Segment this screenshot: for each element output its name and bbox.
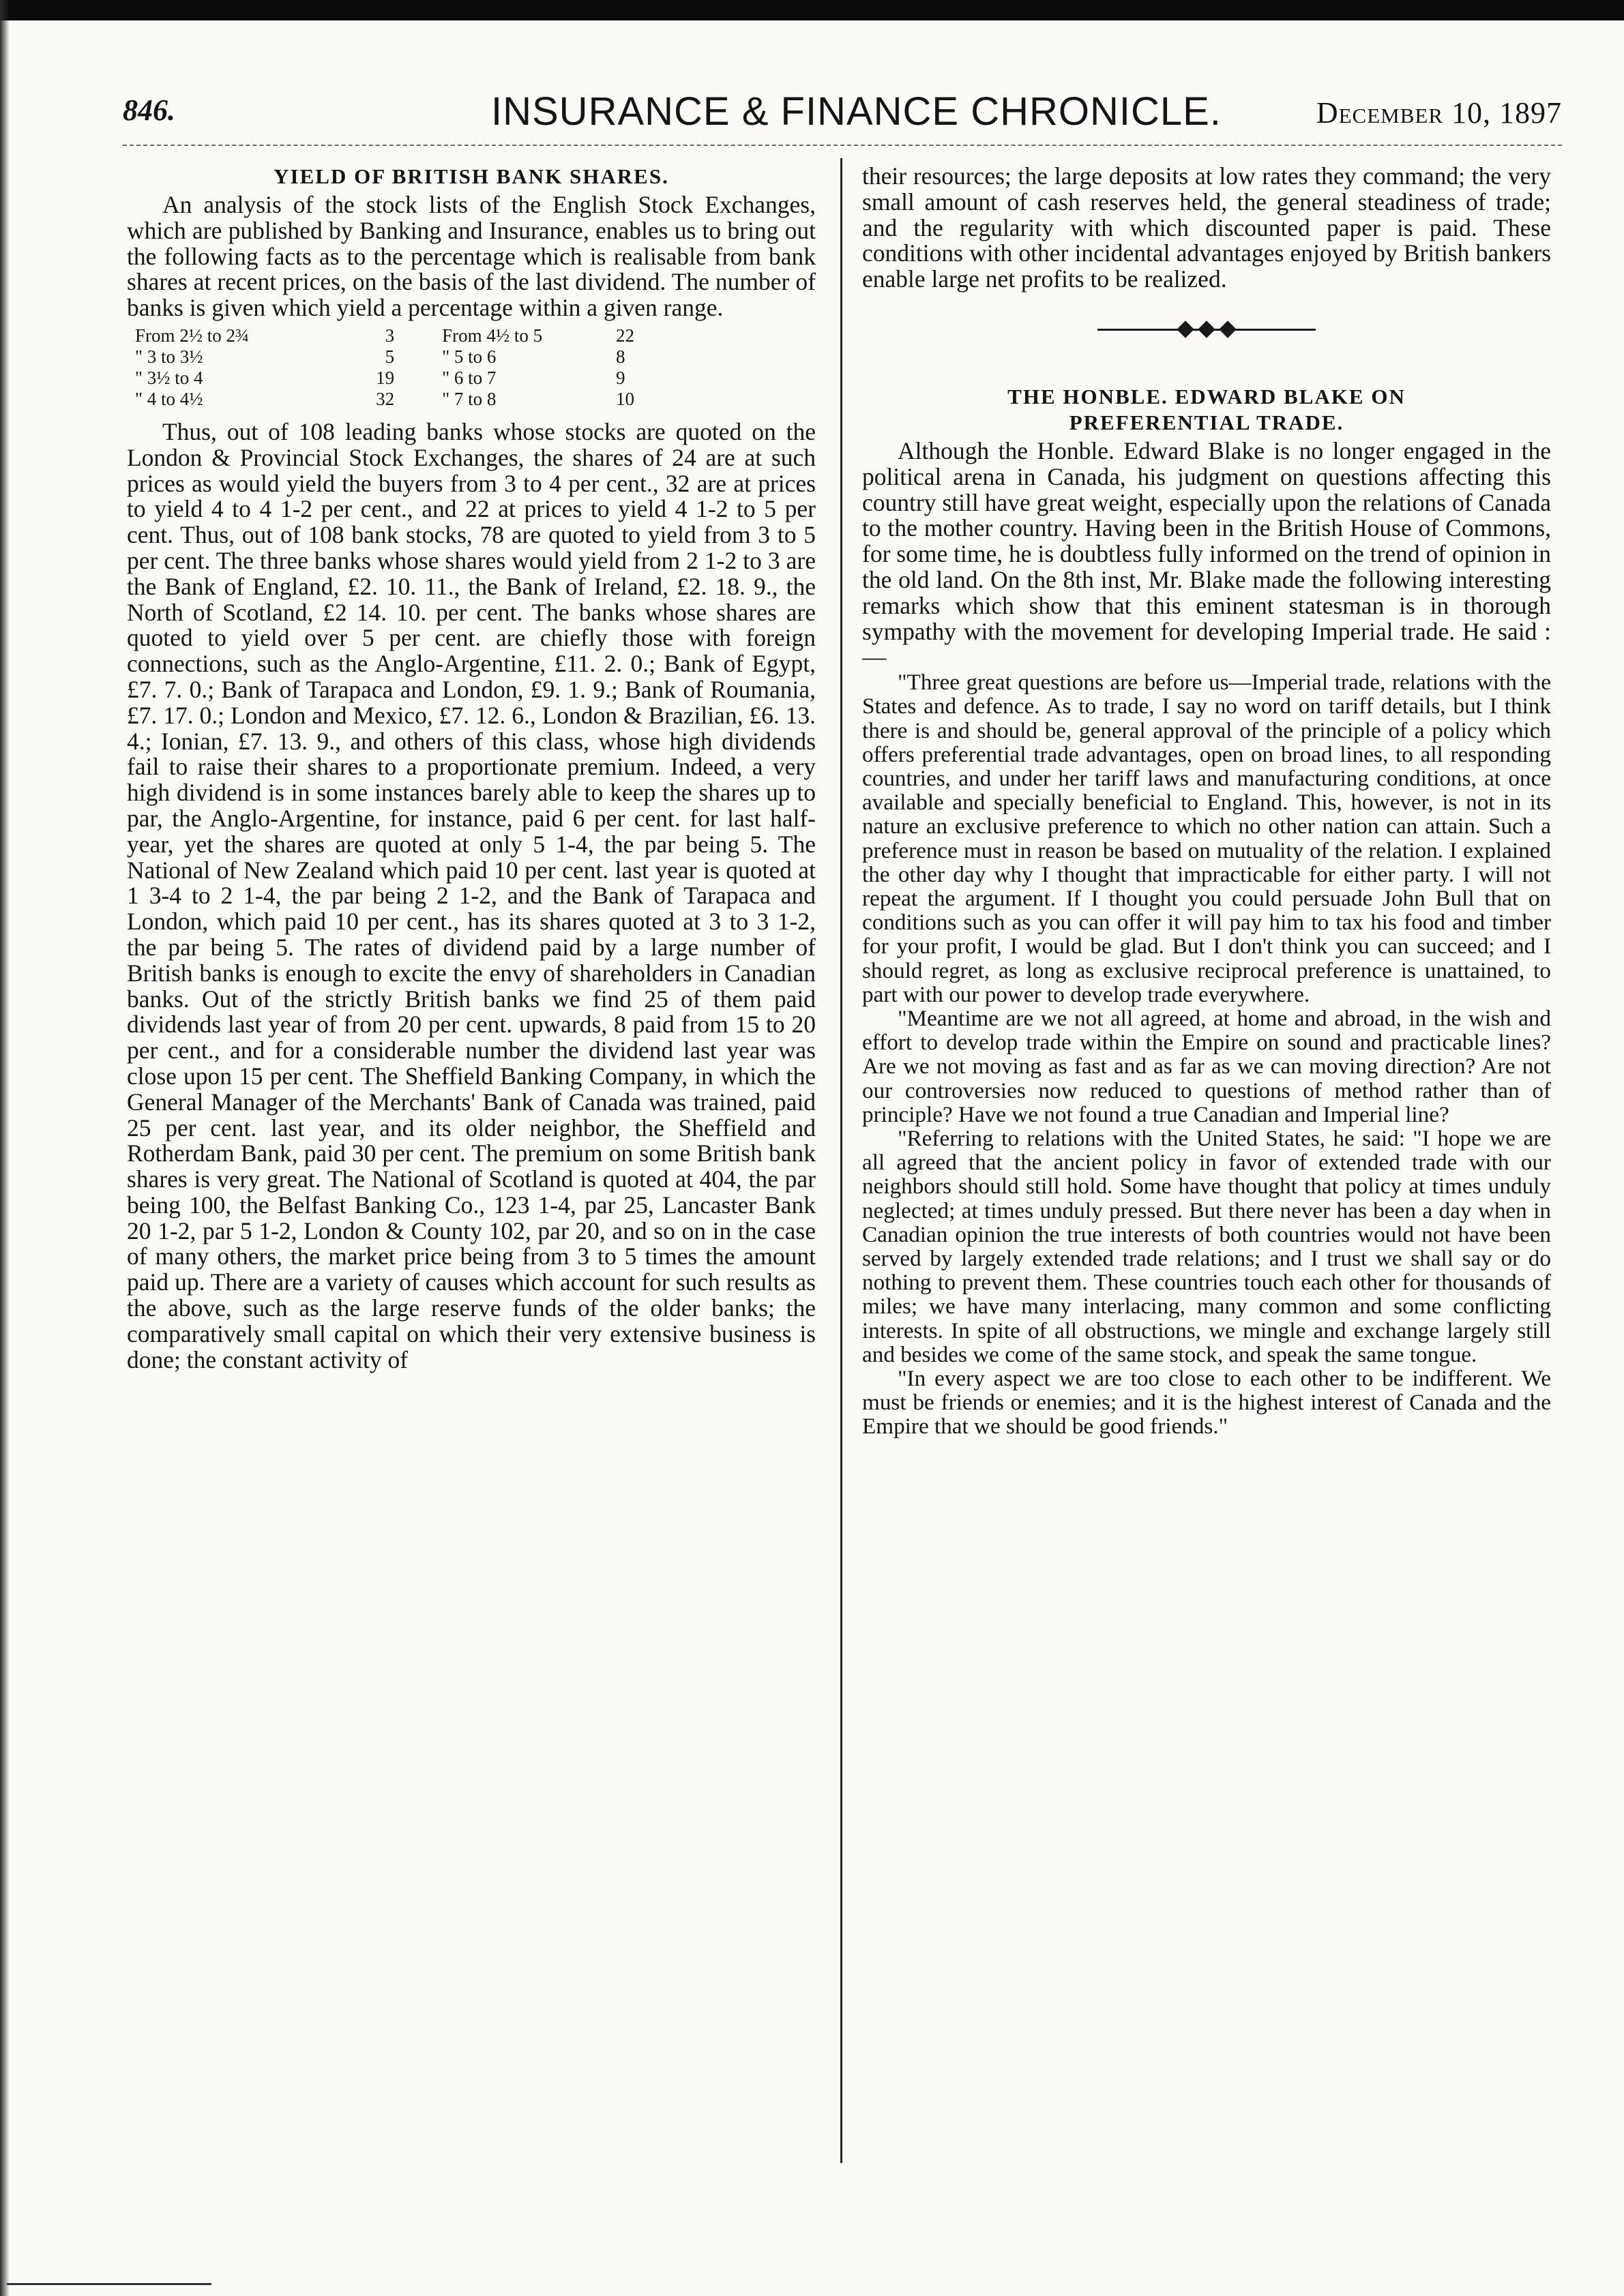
table-cell: From 2½ to 2¾ bbox=[135, 325, 250, 346]
table-cell: " 3 to 3½ bbox=[135, 346, 203, 367]
table-cell: 19 bbox=[376, 367, 395, 388]
table-cell: 10 bbox=[616, 388, 635, 409]
table-cell: 8 bbox=[616, 346, 625, 367]
page-header bbox=[123, 87, 1562, 135]
table-cell: 5 bbox=[385, 346, 395, 367]
article-continuation: their resources; the large deposits at low rates they command; the very small amount of cash reserves held, the general steadiness of trade; and the regularity with which discounted paper is paid. These conditions with other incidental advantages enjoyed by British bankers enable large net profits to be realized. bbox=[862, 162, 1551, 293]
title-line: PREFERENTIAL TRADE. bbox=[1069, 410, 1344, 434]
header-rule bbox=[123, 145, 1562, 146]
ornament-diamond bbox=[1177, 320, 1194, 338]
right-column bbox=[862, 164, 1551, 1439]
scan-bottom-mark bbox=[7, 2283, 211, 2285]
article-title-preferential-trade bbox=[862, 384, 1551, 436]
table-row bbox=[135, 389, 653, 410]
table-cell: " 3½ to 4 bbox=[135, 367, 203, 388]
section-ornament bbox=[1097, 321, 1316, 338]
quote-paragraph: "In every aspect we are too close to each other to be indifferent. We must be friends or enemies; and it is the highest interest of Canada and the Empire that we should be good friends." bbox=[862, 1366, 1551, 1440]
issue-date: December 10, 1897 bbox=[1316, 96, 1562, 130]
table-cell: 9 bbox=[616, 367, 625, 388]
table-row bbox=[135, 325, 653, 346]
left-column bbox=[127, 164, 816, 1373]
journal-title: INSURANCE & FINANCE CHRONICLE. bbox=[491, 89, 1222, 134]
quote-paragraph: "Three great questions are before us—Imperial trade, relations with the States and defence. As to trade, I say no word on tariff details, but I think there is and should be, general approval of the principle of a policy which offers preferential trade advantages, open on broad lines, to all responding countries, and under her tariff laws and manufacturing conditions, at once available and specially beneficial to England. This, however, is not in its nature an exclusive preference to which no other nation can attain. Such a preference must in reason be based on mutuality of the relation. I explained the other day why I thought that impracticable for either party. I will not repeat the argument. If I thought you could persuade John Bull that on conditions such as you can offer it will pay him to tax his food and timber for your profit, I would be glad. But I don't think you can succeed; and I should regret, as long as exclusive reciprocal preference is unattained, to part with our power to develop trade everywhere. bbox=[862, 670, 1551, 1007]
scan-left-edge bbox=[0, 0, 10, 2296]
table-cell: " 5 to 6 bbox=[442, 346, 497, 367]
table-cell: 3 bbox=[385, 325, 395, 346]
yield-range-table bbox=[135, 325, 653, 410]
quote-paragraph: "Referring to relations with the United States, he said: "I hope we are all agreed that the ancient policy in favor of extended trade with our neighbors should still hold. Some have thought that policy at times unduly neglected; at times unduly pressed. But there never has been a day when in Canadian opinion the true interests of both countries would not have been served by largely extended trade relations; and I trust we shall say or do nothing to prevent them. These countries touch each other for thousands of miles; we have many interlacing, many common and some conflicting interests. In spite of all obstructions, we mingle and exchange largely still and besides we come of the same stock, and speak the same tongue. bbox=[862, 1126, 1551, 1367]
table-cell: " 4 to 4½ bbox=[135, 388, 203, 409]
article-paragraph: Thus, out of 108 leading banks whose stocks are quoted on the London & Provincial Stock Exchanges, the shares of 24 are at such prices as would yield the buyers from 3 to 4 per cent., 32 are at prices to yield 4 to 4 1-2 per cent., and 22 at prices to yield 4 1-2 to 5 per cent. Thus, out of 108 bank stocks, 78 are quoted to yield from 3 to 5 per cent. The three banks whose shares would yield from 2 1-2 to 3 are the Bank of England, £2. 10. 11., the Bank of Ireland, £2. 18. 9., the North of Scotland, £2 14. 10. per cent. The banks whose shares are quoted to yield over 5 per cent. are chiefly those with foreign connections, such as the Anglo-Argentine, £11. 2. 0.; Bank of Egypt, £7. 7. 0.; Bank of Tarapaca and London, £9. 1. 9.; Bank of Roumania, £7. 17. 0.; London and Mexico, £7. 12. 6., London & Brazilian, £6. 13. 4.; Ionian, £7. 13. 9., and others of this class, whose high dividends fail to raise their shares to a proportionate premium. Indeed, a very high dividend is in some instances barely able to keep the shares up to par, the Anglo-Argentine, for instance, paid 6 per cent. for last half-year, yet the shares are quoted at only 5 1-4, the par being 5. The National of New Zealand which paid 10 per cent. last year is quoted at 1 3-4 to 2 1-4, the par being 2 1-2, and the Bank of Tarapaca and London, which paid 10 per cent., has its shares quoted at 3 to 3 1-2, the par being 5. The rates of dividend paid by a large number of British banks is enough to excite the envy of shareholders in Canadian banks. Out of the strictly British banks we find 25 of them paid dividends last year of from 20 per cent. upwards, 8 paid from 15 to 20 per cent., and for a considerable number the dividend last year was close upon 15 per cent. The Sheffield Banking Company, in which the General Manager of the Merchants' Bank of Canada was trained, paid 25 per cent. last year, and its older neighbor, the Sheffield and Rotherdam Bank, paid 30 per cent. The premium on some British bank shares is very great. The National of Scotland is quoted at 404, the par being 100, the Belfast Banking Co., 123 1-4, par 25, Lancaster Bank 20 1-2, par 5 1-2, London & County 102, par 20, and so on in the case of many others, the market price being from 3 to 5 times the amount paid up. There are a variety of causes which account for such results as the above, such as the large reserve funds of the older banks; the comparatively small capital on which their very extensive business is done; the constant activity of bbox=[127, 417, 816, 1373]
article-paragraph: Although the Honble. Edward Blake is no longer engaged in the political arena in Canada, his judgment on questions affecting this country still have great weight, especially upon the relations of Canada to the mother country. Having been in the British House of Commons, for some time, he is doubtless fully informed on the trend of opinion in the old land. On the 8th inst, Mr. Blake made the following interesting remarks which show that this eminent statesman is in thorough sympathy with the movement for developing Imperial trade. He said :— bbox=[862, 436, 1551, 671]
page-number: 846. bbox=[123, 93, 175, 127]
table-cell: From 4½ to 5 bbox=[442, 325, 543, 346]
title-line: THE HONBLE. EDWARD BLAKE ON bbox=[1007, 384, 1406, 408]
table-cell: 22 bbox=[616, 325, 635, 346]
table-cell: 32 bbox=[376, 388, 395, 409]
table-cell: " 6 to 7 bbox=[442, 367, 497, 388]
column-divider bbox=[840, 158, 842, 2163]
ornament-diamond bbox=[1219, 320, 1236, 338]
article-paragraph: An analysis of the stock lists of the English Stock Exchanges, which are published by Banking and Insurance, enables us to bring out the following facts as to the percentage which is realisable from bank shares at recent prices, on the basis of the last dividend. The number of banks is given which yield a percentage within a given range. bbox=[127, 191, 816, 322]
table-row bbox=[135, 346, 653, 368]
table-row bbox=[135, 368, 653, 389]
quote-paragraph: "Meantime are we not all agreed, at home and abroad, in the wish and effort to develop trade within the Empire on sound and practicable lines? Are we not moving as fast and as far as we can moving direction? Are not our controversies now reduced to questions of method rather than of principle? Have we not found a true Canadian and Imperial line? bbox=[862, 1006, 1551, 1127]
table-cell: " 7 to 8 bbox=[442, 388, 497, 409]
ornament-diamond bbox=[1198, 320, 1215, 338]
article-title-bank-shares: YIELD OF BRITISH BANK SHARES. bbox=[274, 164, 669, 188]
scan-top-border bbox=[0, 0, 1624, 20]
